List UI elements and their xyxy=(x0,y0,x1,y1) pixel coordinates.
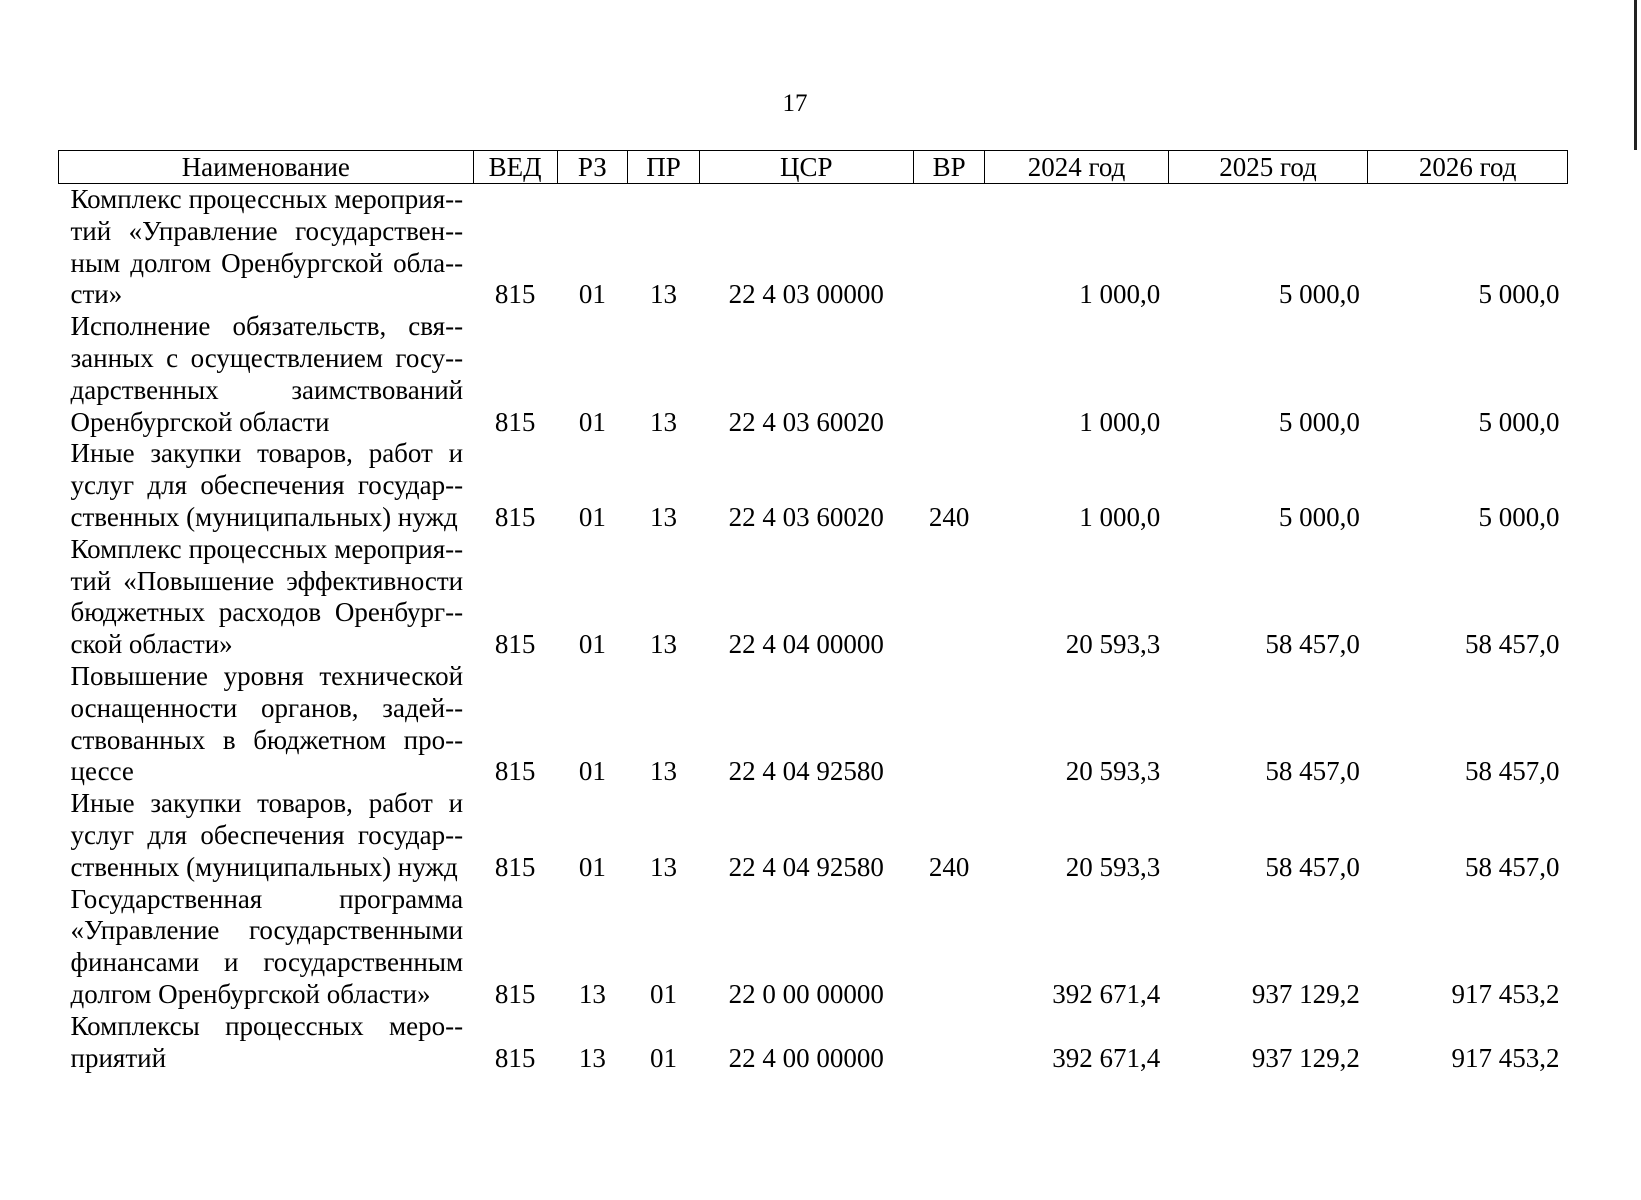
cell-2025: 58 457,0 xyxy=(1265,756,1360,787)
cell-2026: 5 000,0 xyxy=(1478,501,1560,532)
cell-vr xyxy=(913,1011,985,1075)
cell-2026: 58 457,0 xyxy=(1465,851,1560,882)
cell-name: Повышение уровня технической оснащенности органов, задей-ствованных в бюджетном про-цессе xyxy=(70,660,464,787)
cell-ved: 815 xyxy=(494,756,536,787)
cell-rz: 13 xyxy=(578,1042,606,1073)
cell-pr: 13 xyxy=(650,629,677,660)
cell-ved: 815 xyxy=(494,406,536,437)
header-2025: 2025 год xyxy=(1168,151,1368,184)
table-row xyxy=(59,1011,1568,1075)
table-row xyxy=(59,884,1568,1011)
cell-pr: 01 xyxy=(650,1042,677,1073)
cell-csr: 22 4 03 60020 xyxy=(728,406,884,437)
table-row xyxy=(59,661,1568,788)
cell-csr: 22 0 00 00000 xyxy=(728,978,884,1009)
cell-ved: 815 xyxy=(494,279,536,310)
cell-2024: 1 000,0 xyxy=(1079,279,1161,310)
cell-name: Исполнение обязательств, свя-занных с осуществлением госу-дарственных заимствований Оренбургской области xyxy=(70,311,464,437)
header-2024: 2024 год xyxy=(985,151,1168,184)
cell-csr: 22 4 04 92580 xyxy=(728,756,884,787)
budget-table-container xyxy=(58,150,1568,1074)
table-row xyxy=(59,311,1568,438)
cell-csr: 22 4 03 00000 xyxy=(728,279,884,310)
cell-2024: 20 593,3 xyxy=(1065,851,1161,882)
cell-csr: 22 4 03 60020 xyxy=(728,501,884,532)
cell-vr xyxy=(913,534,985,661)
cell-rz: 01 xyxy=(578,629,606,660)
cell-csr: 22 4 04 92580 xyxy=(728,851,884,882)
cell-2024: 392 671,4 xyxy=(1052,1042,1161,1073)
cell-pr: 13 xyxy=(650,406,677,437)
cell-2025: 5 000,0 xyxy=(1278,501,1360,532)
cell-ved: 815 xyxy=(494,1042,536,1073)
cell-pr: 13 xyxy=(650,756,677,787)
cell-2024: 20 593,3 xyxy=(1065,756,1161,787)
cell-2026: 58 457,0 xyxy=(1465,756,1560,787)
cell-name: Иные закупки товаров, работ и услуг для обеспечения государ-ственных (муниципальных) нужд xyxy=(70,438,464,532)
cell-rz: 01 xyxy=(578,406,606,437)
cell-rz: 01 xyxy=(578,851,606,882)
cell-ved: 815 xyxy=(494,629,536,660)
cell-pr: 01 xyxy=(650,978,677,1009)
cell-2025: 937 129,2 xyxy=(1251,978,1360,1009)
cell-vr xyxy=(913,311,985,438)
cell-name: Государственная программа «Управление государственными финансами и государственным долгом Оренбургской области» xyxy=(70,883,464,1009)
cell-2026: 917 453,2 xyxy=(1451,978,1560,1009)
cell-rz: 01 xyxy=(578,756,606,787)
table-header-row xyxy=(59,151,1568,184)
table-row xyxy=(59,788,1568,883)
cell-csr: 22 4 00 00000 xyxy=(728,1042,884,1073)
cell-pr: 13 xyxy=(650,279,677,310)
cell-2025: 58 457,0 xyxy=(1265,851,1360,882)
cell-2024: 20 593,3 xyxy=(1065,629,1161,660)
cell-2026: 917 453,2 xyxy=(1451,1042,1560,1073)
table-row xyxy=(59,534,1568,661)
cell-name: Комплексы процессных меро-приятий xyxy=(70,1010,464,1073)
header-rz: РЗ xyxy=(557,151,628,184)
cell-vr xyxy=(913,661,985,788)
header-name: Наименование xyxy=(59,151,474,184)
cell-2024: 392 671,4 xyxy=(1052,978,1161,1009)
table-row xyxy=(59,438,1568,533)
cell-name: Комплекс процессных мероприя-тий «Повышение эффективности бюджетных расходов Оренбург-ской области» xyxy=(70,533,464,660)
cell-vr: 240 xyxy=(928,501,970,532)
cell-2025: 5 000,0 xyxy=(1278,279,1360,310)
cell-2024: 1 000,0 xyxy=(1079,406,1161,437)
cell-ved: 815 xyxy=(494,851,536,882)
cell-2026: 58 457,0 xyxy=(1465,629,1560,660)
cell-2025: 5 000,0 xyxy=(1278,406,1360,437)
cell-name: Иные закупки товаров, работ и услуг для обеспечения государ-ственных (муниципальных) нужд xyxy=(70,788,464,882)
cell-vr: 240 xyxy=(928,851,970,882)
budget-table xyxy=(58,150,1568,1074)
cell-rz: 01 xyxy=(578,279,606,310)
cell-name: Комплекс процессных мероприя-тий «Управление государствен-ным долгом Оренбургской обла-сти» xyxy=(70,184,464,310)
cell-ved: 815 xyxy=(494,978,536,1009)
cell-2025: 937 129,2 xyxy=(1251,1042,1360,1073)
cell-2026: 5 000,0 xyxy=(1478,279,1560,310)
cell-pr: 13 xyxy=(650,851,677,882)
cell-vr xyxy=(913,884,985,1011)
header-vr: ВР xyxy=(913,151,985,184)
cell-2024: 1 000,0 xyxy=(1079,501,1161,532)
cell-ved: 815 xyxy=(494,501,536,532)
cell-rz: 13 xyxy=(578,978,606,1009)
cell-vr xyxy=(913,184,985,312)
page-number: 17 xyxy=(782,90,808,117)
cell-2025: 58 457,0 xyxy=(1265,629,1360,660)
cell-2026: 5 000,0 xyxy=(1478,406,1560,437)
table-body xyxy=(59,184,1568,1075)
header-2026: 2026 год xyxy=(1368,151,1568,184)
header-pr: ПР xyxy=(628,151,700,184)
header-csr: ЦСР xyxy=(699,151,913,184)
scan-edge-line xyxy=(1634,0,1637,150)
cell-pr: 13 xyxy=(650,501,677,532)
cell-csr: 22 4 04 00000 xyxy=(728,629,884,660)
table-row xyxy=(59,184,1568,312)
cell-rz: 01 xyxy=(578,501,606,532)
header-ved: ВЕД xyxy=(473,151,557,184)
